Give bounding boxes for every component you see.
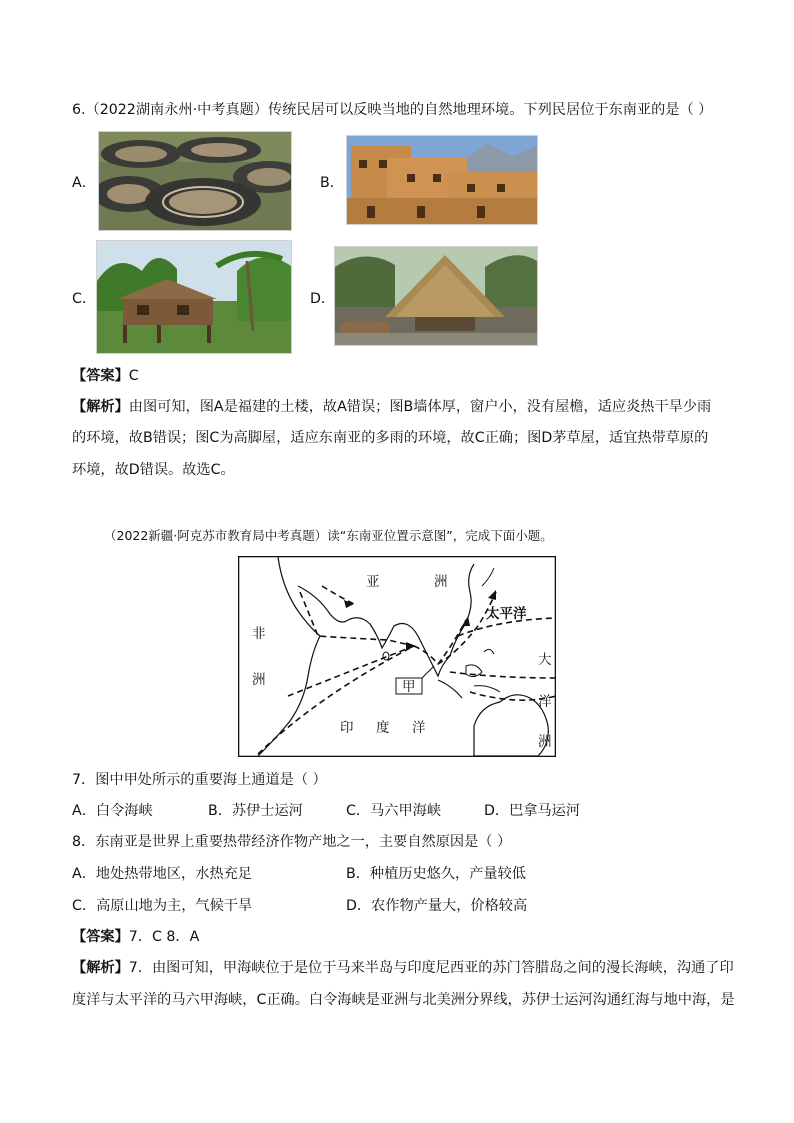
answer-tag: 【答案】 [72, 929, 129, 945]
q8-option-d: D．农作物产量大，价格较高 [346, 898, 528, 914]
q6-option-c-label: C． [72, 291, 97, 307]
q8-option-b: B．种植历史悠久，产量较低 [346, 866, 526, 882]
q6-option-d-label: D． [310, 291, 336, 307]
q8-option-c: C．高原山地为主，气候干旱 [72, 898, 253, 914]
oceania-label-2: 洋 [538, 694, 552, 710]
indian-ocean-label-3: 洋 [412, 720, 426, 736]
pacific-ocean-label: 太平洋 [486, 606, 527, 622]
q7-option-b: B．苏伊士运河 [208, 803, 303, 819]
q78-analysis-line-1 [72, 958, 734, 978]
group-intro: （2022新疆·阿克苏市教育局中考真题）读“东南亚位置示意图”，完成下面小题。 [104, 528, 553, 543]
answer-value: C [128, 368, 139, 384]
q8-stem: 8．东南亚是世界上重要热带经济作物产地之一，主要自然原因是（ ） [72, 834, 512, 850]
africa-label-2: 洲 [252, 672, 266, 688]
q78-answer [72, 927, 199, 947]
q6-stem: 6.（2022湖南永州·中考真题）传统民居可以反映当地的自然地理环境。下列民居位于东南亚的是（ ） [72, 102, 713, 118]
q78-analysis-line-2: 度洋与太平洋的马六甲海峡，C正确。白令海峡是亚洲与北美洲分界线，苏伊士运河沟通红海与地中海，是 [72, 992, 735, 1008]
tulou-photo [98, 131, 292, 231]
q8-option-a: A．地处热带地区，水热充足 [72, 866, 252, 882]
answer-tag: 【答案】 [72, 368, 129, 384]
q7-option-a: A．白令海峡 [72, 803, 153, 819]
africa-label-1: 非 [252, 626, 266, 642]
q6-option-a-label: A． [72, 175, 96, 191]
analysis-text: 7．由图可知，甲海峡位于是位于马来半岛与印度尼西亚的苏门答腊岛之间的漫长海峡，沟通了印 [128, 960, 734, 976]
q7-option-d: D．巴拿马运河 [484, 803, 581, 819]
analysis-text: 由图可知，图A是福建的土楼，故A错误；图B墙体厚，窗户小，没有屋檐，适应炎热干旱少雨 [128, 399, 712, 415]
q6-answer [72, 366, 139, 386]
adobe-house-photo [346, 135, 538, 225]
asia-label-2: 洲 [434, 574, 448, 590]
q6-analysis-line-3: 环境，故D错误。故选C。 [72, 462, 235, 478]
marker-jia-label: 甲 [402, 679, 416, 695]
answer-value: 7．C 8．A [128, 929, 200, 945]
stilt-house-photo [96, 240, 292, 354]
analysis-tag: 【解析】 [72, 399, 129, 415]
oceania-label-1: 大 [538, 652, 552, 668]
asia-label-1: 亚 [366, 574, 380, 590]
indian-ocean-label-1: 印 [340, 720, 354, 736]
oceania-label-3: 洲 [538, 734, 552, 750]
q6-analysis-line-1 [72, 397, 711, 417]
thatched-hut-photo [334, 246, 538, 346]
analysis-tag: 【解析】 [72, 960, 129, 976]
q7-option-c: C．马六甲海峡 [346, 803, 442, 819]
q6-analysis-line-2: 的环境，故B错误；图C为高脚屋，适应东南亚的多雨的环境，故C正确；图D茅草屋，适宜热带草原的 [72, 430, 709, 446]
southeast-asia-map [238, 556, 556, 757]
q7-stem: 7．图中甲处所示的重要海上通道是（ ） [72, 772, 327, 788]
q6-option-b-label: B． [320, 175, 344, 191]
indian-ocean-label-2: 度 [376, 720, 390, 736]
